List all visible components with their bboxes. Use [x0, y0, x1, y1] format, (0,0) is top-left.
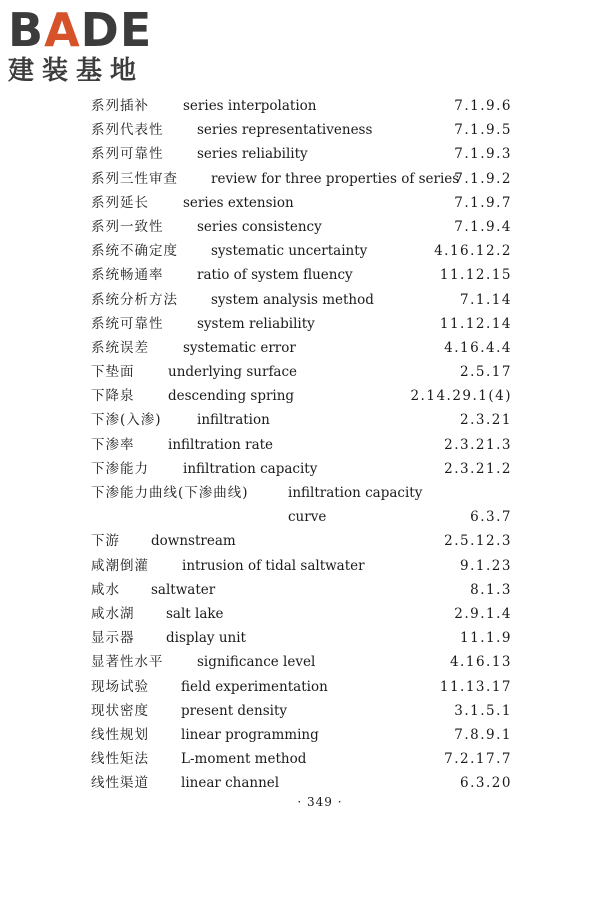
entry-section-ref: 7.2.17.7 — [444, 751, 512, 768]
index-entry — [0, 771, 600, 795]
index-entry — [0, 578, 600, 602]
entry-english-term: salt lake — [166, 605, 224, 622]
entry-english-term: downstream — [151, 533, 236, 550]
entry-english-term: descending spring — [168, 388, 295, 405]
entry-chinese-term: 系统误差 — [91, 339, 149, 356]
entry-chinese-term: 下垫面 — [91, 364, 135, 381]
entry-chinese-term: 系统分析方法 — [91, 291, 178, 308]
entry-section-ref: 2.5.12.3 — [444, 533, 512, 550]
entry-english-term: system reliability — [197, 315, 315, 332]
entry-chinese-term: 系列一致性 — [91, 218, 164, 235]
entry-english-term: linear programming — [181, 726, 319, 743]
entry-chinese-term: 下渗能力曲线(下渗曲线) — [91, 485, 249, 501]
glossary-index — [0, 94, 600, 795]
index-entry — [0, 360, 600, 384]
index-entry — [0, 384, 600, 408]
entry-section-ref: 4.16.4.4 — [444, 339, 512, 356]
entry-english-term: saltwater — [151, 581, 216, 598]
entry-section-ref: 7.1.9.3 — [454, 146, 512, 163]
entry-english-term: significance level — [197, 654, 316, 671]
entry-section-ref: 2.5.17 — [460, 364, 512, 381]
index-entry — [0, 408, 600, 432]
entry-english-term: series consistency — [197, 218, 322, 235]
entry-section-ref: 7.8.9.1 — [454, 726, 512, 743]
entry-section-ref: 7.1.9.7 — [454, 194, 512, 211]
entry-chinese-term: 咸潮倒灌 — [91, 557, 149, 574]
entry-english-term: series interpolation — [183, 98, 317, 114]
entry-section-ref: 4.16.13 — [449, 654, 512, 671]
entry-section-ref: 11.12.15 — [439, 267, 512, 284]
entry-section-ref: 2.14.29.1(4) — [410, 388, 512, 405]
index-entry — [0, 457, 600, 481]
entry-section-ref: 11.12.14 — [439, 315, 512, 332]
entry-chinese-term: 下渗能力 — [91, 460, 149, 477]
entry-chinese-term: 现状密度 — [91, 702, 149, 719]
index-entry — [0, 118, 600, 142]
logo-letters-de: DE — [80, 3, 153, 57]
entry-chinese-term: 现场试验 — [91, 678, 149, 695]
entry-english-term: series representativeness — [197, 122, 373, 139]
entry-english-term: review for three properties of series — [211, 170, 460, 187]
entry-english-term: display unit — [166, 630, 246, 647]
entry-chinese-term: 下渗率 — [91, 436, 135, 453]
entry-section-ref: 6.3.7 — [470, 509, 512, 526]
entry-english-term: infiltration — [197, 412, 270, 429]
entry-section-ref: 4.16.12.2 — [434, 243, 512, 260]
index-entry — [0, 699, 600, 723]
entry-chinese-term: 系统畅通率 — [91, 267, 164, 284]
entry-chinese-term: 线性渠道 — [91, 775, 149, 792]
logo-letter-b: B — [8, 3, 45, 57]
entry-chinese-term: 系列可靠性 — [91, 146, 164, 163]
entry-section-ref: 11.1.9 — [460, 630, 512, 647]
entry-english-term: underlying surface — [168, 364, 298, 381]
entry-english-term: L-moment method — [181, 751, 307, 768]
index-entry — [0, 239, 600, 263]
logo — [8, 3, 153, 86]
entry-chinese-term: 系统可靠性 — [91, 315, 164, 332]
entry-chinese-term: 系列三性审查 — [91, 170, 178, 187]
entry-chinese-term: 下降泉 — [91, 388, 135, 405]
entry-english-term: present density — [181, 702, 288, 719]
entry-english-term: system analysis method — [211, 291, 374, 308]
entry-section-ref: 2.3.21.2 — [444, 460, 512, 477]
index-entry — [0, 481, 600, 505]
entry-chinese-term: 系列代表性 — [91, 122, 164, 139]
index-entry — [0, 312, 600, 336]
index-entry — [0, 288, 600, 312]
entry-english-term: linear channel — [181, 775, 280, 792]
index-entry — [0, 142, 600, 166]
entry-section-ref: 2.3.21.3 — [444, 436, 512, 453]
index-entry — [0, 191, 600, 215]
entry-section-ref: 6.3.20 — [460, 775, 512, 792]
index-entry — [0, 554, 600, 578]
entry-english-term: infiltration rate — [168, 436, 274, 453]
entry-english-term: field experimentation — [181, 678, 328, 695]
index-entry — [0, 529, 600, 553]
index-entry — [0, 94, 600, 118]
entry-english-term: ratio of system fluency — [197, 267, 353, 284]
entry-chinese-term: 线性矩法 — [91, 751, 149, 768]
entry-section-ref: 7.1.9.2 — [454, 170, 512, 187]
entry-section-ref: 7.1.9.6 — [454, 98, 512, 114]
entry-english-term: systematic uncertainty — [211, 243, 368, 260]
index-entry — [0, 675, 600, 699]
entry-chinese-term: 线性规划 — [91, 726, 149, 743]
entry-chinese-term: 下游 — [91, 533, 120, 550]
entry-english-term: series extension — [183, 194, 294, 211]
entry-chinese-term: 系统不确定度 — [91, 243, 178, 260]
logo-chinese-text: 建装基地 — [8, 56, 145, 86]
index-entry — [0, 723, 600, 747]
entry-chinese-term: 显示器 — [91, 630, 135, 647]
entry-chinese-term: 系列插补 — [91, 98, 149, 114]
entry-section-ref: 2.9.1.4 — [454, 605, 512, 622]
entry-section-ref: 9.1.23 — [460, 557, 512, 574]
entry-section-ref: 7.1.9.5 — [454, 122, 512, 139]
index-entry — [0, 747, 600, 771]
index-entry — [0, 215, 600, 239]
index-entry — [0, 626, 600, 650]
entry-english-term: curve — [288, 509, 327, 526]
logo-wordmark — [8, 3, 153, 57]
entry-chinese-term: 咸水 — [91, 581, 120, 598]
entry-chinese-term: 咸水湖 — [91, 605, 135, 622]
entry-section-ref: 8.1.3 — [470, 581, 512, 598]
entry-english-term: series reliability — [197, 146, 308, 163]
entry-english-term: systematic error — [183, 339, 296, 356]
entry-section-ref: 2.3.21 — [460, 412, 512, 429]
entry-section-ref: 11.13.17 — [439, 678, 512, 695]
logo-letter-a: A — [44, 3, 81, 57]
entry-chinese-term: 显著性水平 — [91, 654, 164, 671]
index-entry — [0, 505, 600, 529]
entry-english-term: infiltration capacity — [183, 460, 318, 477]
entry-section-ref: 3.1.5.1 — [454, 702, 512, 719]
entry-english-term: intrusion of tidal saltwater — [182, 557, 365, 574]
entry-section-ref: 7.1.14 — [460, 291, 512, 308]
index-entry — [0, 167, 600, 191]
entry-chinese-term: 下渗(入渗) — [91, 412, 162, 429]
index-entry — [0, 433, 600, 457]
entry-section-ref: 7.1.9.4 — [454, 218, 512, 235]
page-number: · 349 · — [297, 795, 343, 809]
index-entry — [0, 263, 600, 287]
index-entry — [0, 336, 600, 360]
index-entry — [0, 650, 600, 674]
index-entry — [0, 602, 600, 626]
entry-chinese-term: 系列延长 — [91, 194, 149, 211]
entry-english-term: infiltration capacity — [288, 485, 423, 501]
